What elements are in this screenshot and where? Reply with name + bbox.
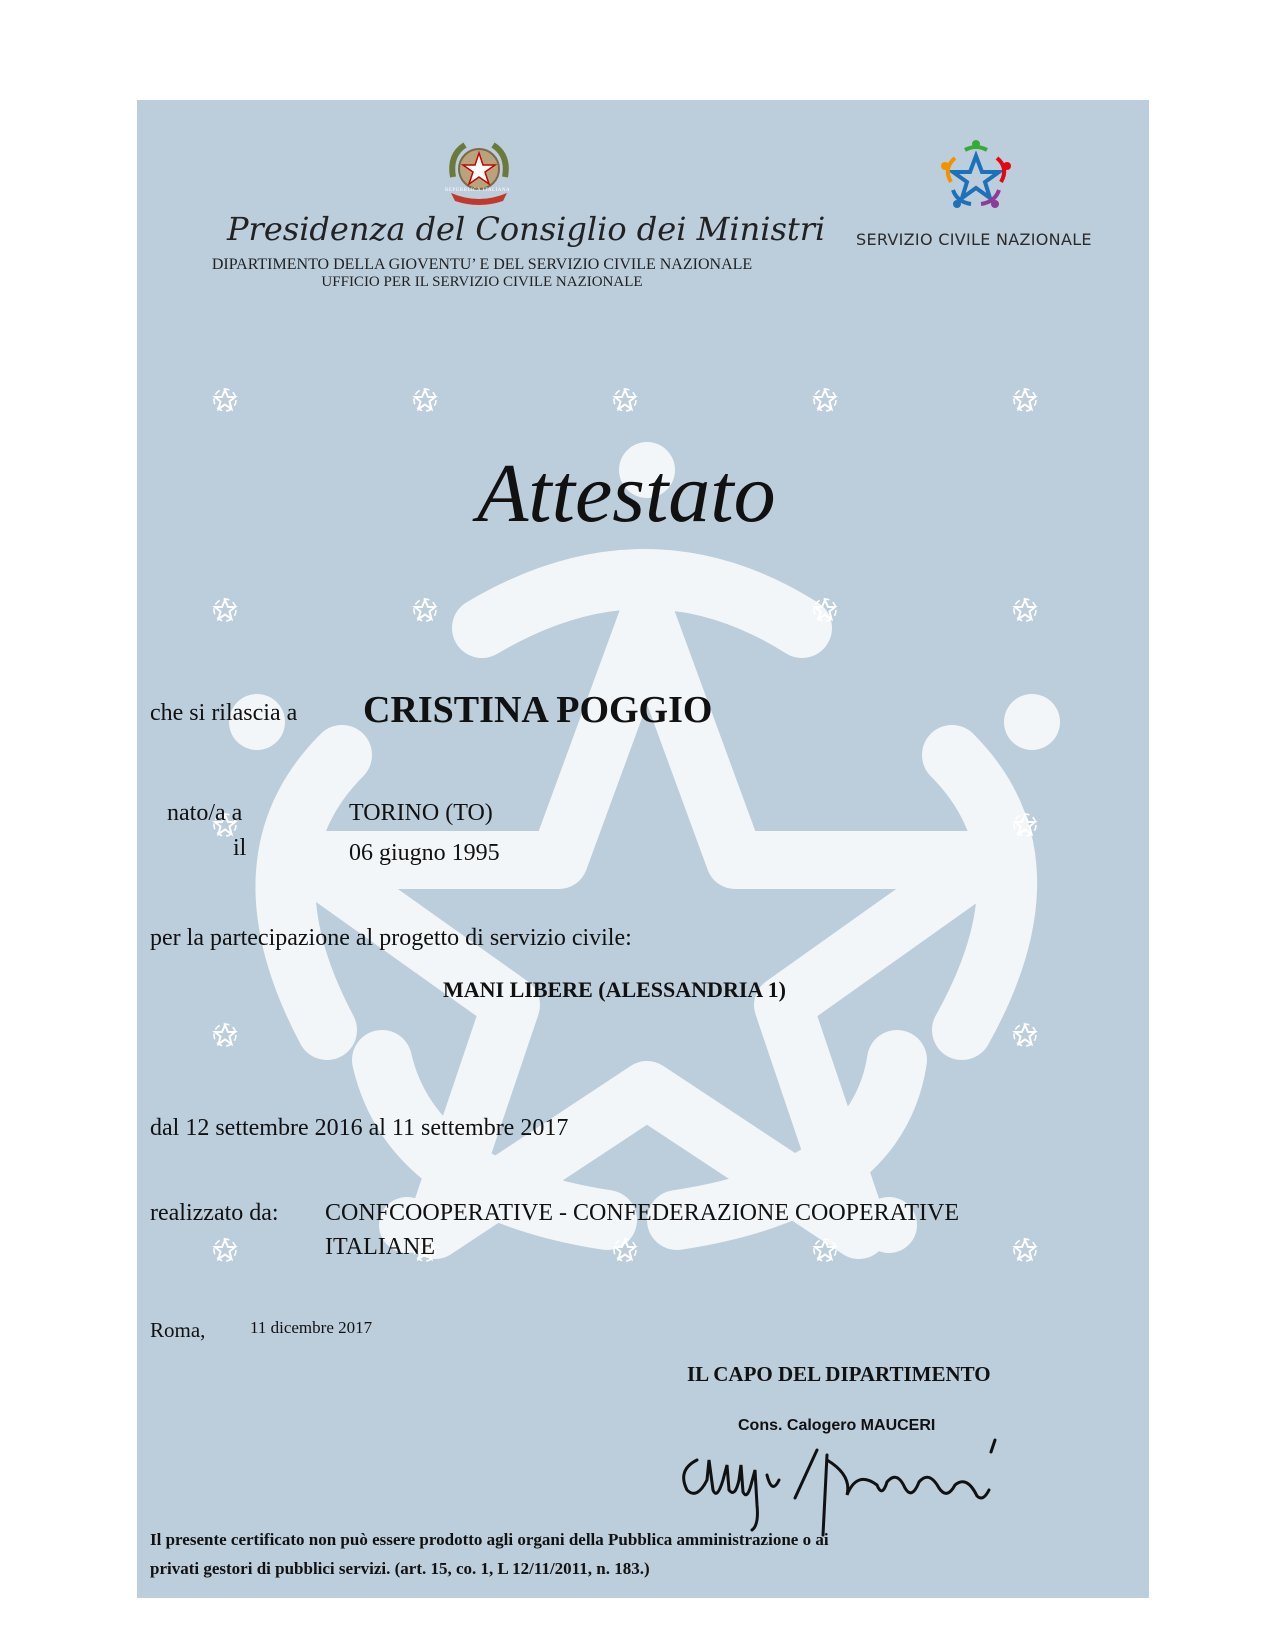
decorative-star-icon <box>812 1237 838 1263</box>
signatory-name: Cons. Calogero MAUCERI <box>738 1417 936 1434</box>
servizio-civile-logo-icon <box>937 138 1015 210</box>
service-name: SERVIZIO CIVILE NAZIONALE <box>856 230 1092 249</box>
born-in-label: nato/a a <box>167 800 243 826</box>
realized-by-label: realizzato da: <box>150 1200 279 1226</box>
project-intro: per la partecipazione al progetto di servizio civile: <box>150 925 632 951</box>
decorative-star-icon <box>212 1237 238 1263</box>
issued-to-label: che si rilascia a <box>150 700 298 726</box>
decorative-star-icon <box>1012 387 1038 413</box>
certificate-title: Attestato <box>477 447 776 540</box>
decorative-star-icon <box>812 387 838 413</box>
organization-line2: ITALIANE <box>325 1234 436 1260</box>
decorative-star-icon <box>212 597 238 623</box>
italian-republic-emblem-icon <box>443 137 515 209</box>
issue-date: 11 dicembre 2017 <box>250 1318 373 1337</box>
footer-line2: privati gestori di pubblici servizi. (art. 15, co. 1, L 12/11/2011, n. 183.) <box>150 1559 650 1578</box>
born-on-label: il <box>233 835 247 861</box>
decorative-star-icon <box>1012 812 1038 838</box>
decorative-star-icon <box>812 597 838 623</box>
decorative-star-icon <box>212 387 238 413</box>
presidency-title: Presidenza del Consiglio dei Ministri <box>227 210 826 248</box>
decorative-star-icon <box>212 1022 238 1048</box>
decorative-star-icon <box>1012 597 1038 623</box>
handwritten-signature <box>677 1430 1017 1540</box>
office-name: UFFICIO PER IL SERVIZIO CIVILE NAZIONALE <box>321 274 643 290</box>
footer-line1: Il presente certificato non può essere prodotto agli organi della Pubblica amministrazione o ai <box>150 1530 829 1549</box>
decorative-star-icon <box>412 387 438 413</box>
decorative-star-icon <box>412 597 438 623</box>
service-period: dal 12 settembre 2016 al 11 settembre 2017 <box>150 1115 569 1141</box>
signatory-role: IL CAPO DEL DIPARTIMENTO <box>687 1362 991 1386</box>
department-name: DIPARTIMENTO DELLA GIOVENTU’ E DEL SERVIZIO CIVILE NAZIONALE <box>211 256 753 273</box>
organization-line1: CONFCOOPERATIVE - CONFEDERAZIONE COOPERATIVE <box>325 1200 960 1226</box>
issue-place: Roma, <box>150 1318 206 1342</box>
birthdate: 06 giugno 1995 <box>349 840 500 866</box>
decorative-star-icon <box>1012 1022 1038 1048</box>
decorative-star-icon <box>1012 1237 1038 1263</box>
decorative-star-icon <box>612 1237 638 1263</box>
decorative-star-icon <box>612 387 638 413</box>
project-name: MANI LIBERE (ALESSANDRIA 1) <box>443 977 786 1002</box>
birthplace: TORINO (TO) <box>349 800 493 826</box>
certificate-sheet <box>137 100 1149 1598</box>
recipient-name: CRISTINA POGGIO <box>363 689 713 731</box>
emblem-ribbon-text: REPUBBLICA ITALIANA <box>445 188 511 193</box>
service-logo-watermark <box>137 100 1149 1598</box>
